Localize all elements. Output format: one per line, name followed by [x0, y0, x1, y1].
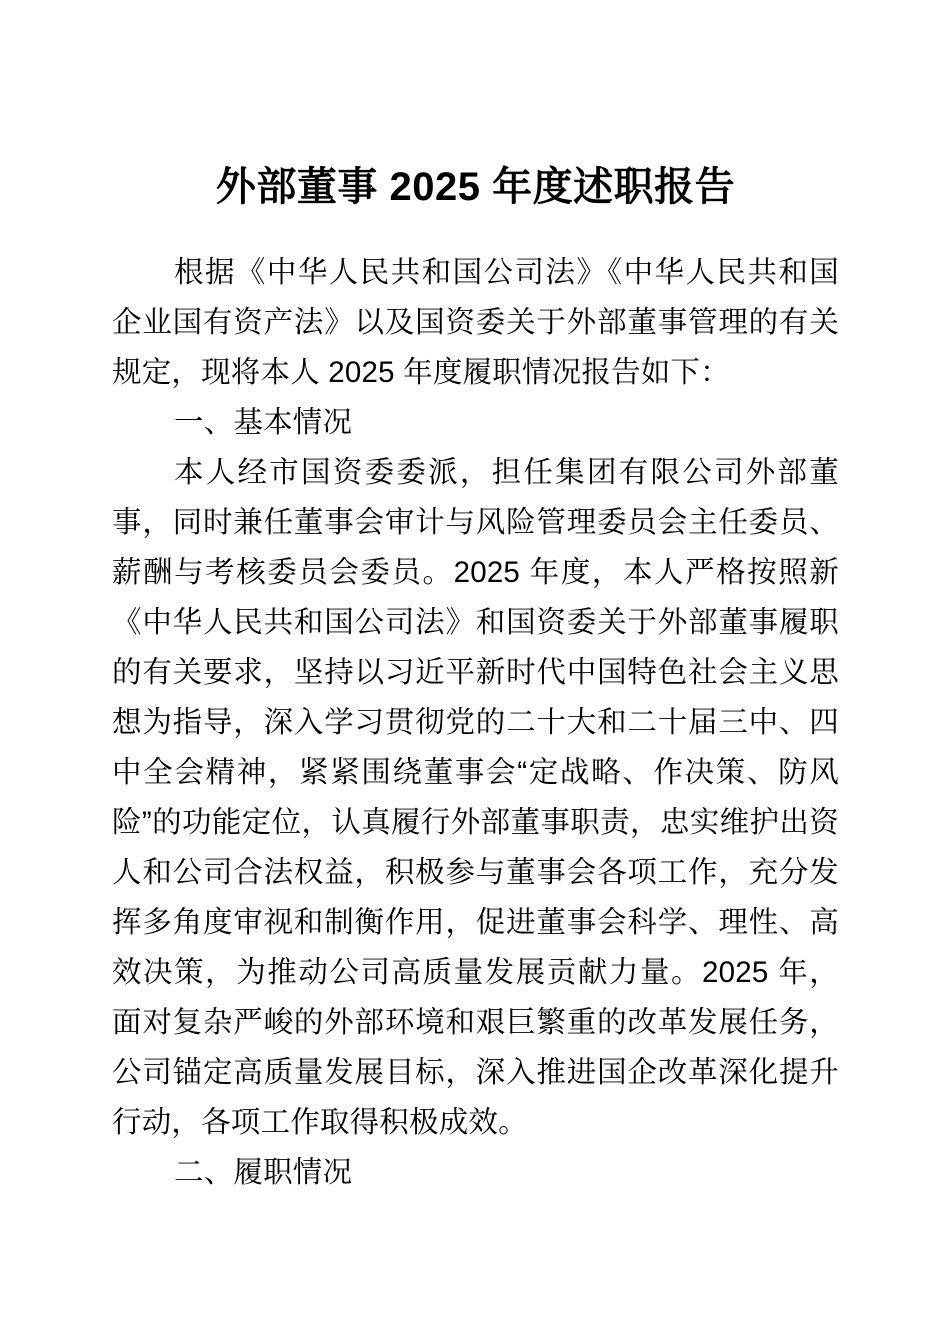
- section-1-paragraph: 本人经市国资委委派，担任集团有限公司外部董事，同时兼任董事会审计与风险管理委员会主任委员、薪酬与考核委员会委员。2025 年度，本人严格按照新《中华人民共和国公司法》和国资委关于外部董事履职的有关要求，坚持以习近平新时代中国特色社会主义思想为指导，深入学习贯彻党的二十大和二十届三中、四中全会精神，紧紧围绕董事会“定战略、作决策、防风险”的功能定位，认真履行外部董事职责，忠实维护出资人和公司合法权益，积极参与董事会各项工作，充分发挥多角度审视和制衡作用，促进董事会科学、理性、高效决策，为推动公司高质量发展贡献力量。2025 年，面对复杂严峻的外部环境和艰巨繁重的改革发展任务，公司锚定高质量发展目标，深入推进国企改革深化提升行动，各项工作取得积极成效。: [112, 456, 839, 1139]
- document-body: [112, 160, 839, 1198]
- section-heading-1: 一、基本情况: [174, 406, 353, 439]
- page-title: 外部董事 2025 年度述职报告: [215, 165, 736, 209]
- intro-paragraph: 根据《中华人民共和国公司法》《中华人民共和国企业国有资产法》以及国资委关于外部董事管理的有关规定，现将本人 2025 年度履职情况报告如下：: [112, 256, 839, 389]
- section-heading-2: 二、履职情况: [174, 1156, 353, 1189]
